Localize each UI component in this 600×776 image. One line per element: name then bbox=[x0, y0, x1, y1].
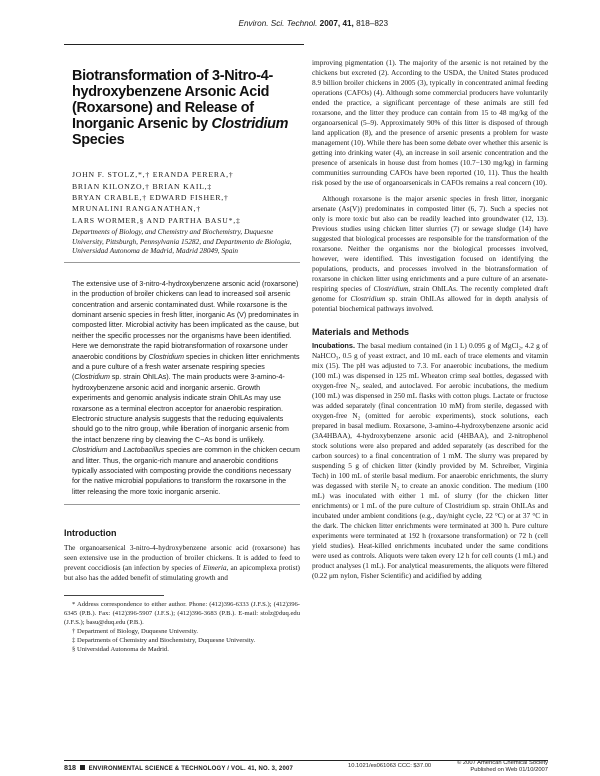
footer-right bbox=[457, 760, 548, 774]
methods-text: Incubations. The basal medium contained (in 1 L) 0.095 g of MgCl₂, 4.2 g of NaHCO₃, 0.5 g of yeast extract, and 10 mL each of trace elements and vitamin mix (15). The pH was adjusted to 7.3. For anaerobic incubations, the medium (100 mL) was dispensed in 125 mL Wheaton crimp seal bottles, degassed with oxygen-free N₂, sealed, and autoclaved. For aerobic incubations, the medium (100 mL) was dispensed in 250 mL flasks with cotton plugs. Lactate or fructose was added separately (final concentration 10 mM) from sterile, degassed with oxygen-free N₂ (omitted for aerobic experiments), stock solutions, each prepared in basal medium. Roxarsone, 3-amino-4-hydroxybenzene arsonic acid (3A4HBAA), 4-hydroxybenzene arsonic acid (4HBAA), and 2-nitrophenol stock solutions were also prepared and added separately (as described for the carbon sources) to a final concentration of 1 mM. The slurry was prepared by suspending 5 g of chicken litter (kindly provided by M. Schreiber, Virginia Tech) in 100 mL of sterile basal medium. For anaerobic enrichments, the slurry was degassed with sterile N₂ to create an anoxic condition. The medium (100 mL) was inoculated with either 1 mL of slurry (for the chicken litter enrichments) or 1 mL of the pure culture of Clostridium sp. strain OhILAs and incubated under ambient conditions (e.g., day/night cycle, 22 °C) or at 37 °C in the dark. The chicken litter enrichments were terminated at 300 h. Pure culture experiments were terminated at 192 h (roxarsone transformation) or 72 h (cell yield studies). Heat-killed enrichments incubated under the same conditions were used as controls. Aliquots were taken every 12 h for cell counts (1 mL) and product analyses (1 mL). For analytical measurements, the aliquots were filtered (0.22 μm nylon, Fisher Scientific) and acidified by adding bbox=[312, 341, 548, 580]
footnote-divider bbox=[64, 595, 164, 596]
incubations-runin: Incubations. bbox=[312, 341, 355, 350]
publication-date: Published on Web 01/10/2007 bbox=[470, 767, 548, 774]
body-text-right bbox=[312, 58, 548, 314]
affiliations: Departments of Biology, and Chemistry and Biochemistry, Duquesne University, Pittsburgh, Pennsylvania 15282, and Departmento de Biologia, Universidad Autonoma de Madrid, Madrid 28049, Spain bbox=[72, 226, 292, 256]
right-column bbox=[312, 58, 548, 581]
abstract: The extensive use of 3-nitro-4-hydroxybenzene arsonic acid (roxarsone) in the production of broiler chickens can lead to increased soil arsenic concentration and arsenic contaminated dust. While roxarsone is the dominant arsenic species in fresh litter, inorganic As (V) predominates in composted litter. Microbial activity has been implicated as the cause, but neither the specific processes nor the organisms have been identified. Here we demonstrate the rapid biotransformation of roxarsone under anaerobic conditions by Clostridium species in chicken litter enrichments and a pure culture of a fresh water arsenate respiring species (Clostridium sp. strain OhILAs). The main products were 3-amino-4-hydroxybenzene arsonic acid and inorganic arsenic. Growth experiments and genomic analysis indicate strain OhILAs may use roxarsone as a terminal electron acceptor for anaerobic respiration. Electronic structure analysis suggests that the reducing equivalents should go to the nitro group, while liberation of inorganic arsenic from the intact benzene ring by cleaving the C−As bond is unlikely. Clostridium and Lactobacillus species are common in the chicken cecum and litter. Thus, the organic-rich manure and anaerobic conditions typically associated with composting provide the conditions necessary for the native microbial populations to transform the roxarsone in the litter releasing the more toxic inorganic arsenic. bbox=[72, 279, 300, 496]
square-bullet-icon bbox=[80, 765, 85, 770]
introduction-text: The organoarsenical 3-nitro-4-hydroxybenzene arsonic acid (roxarsone) has seen extensive use in the production of broiler chickens. It is added to feed to prevent coccidiosis (an infection by species of Eimeria, an apicomplexa protist) but also has the added benefit of stimulating growth and bbox=[64, 543, 300, 583]
footnote: † Department of Biology, Duquesne University. bbox=[72, 628, 199, 636]
author-line: BRYAN CRABLE,† EDWARD FISHER,† bbox=[72, 193, 229, 203]
footnote: ‡ Departments of Chemistry and Biochemistry, Duquesne University. bbox=[72, 637, 256, 645]
methods-heading: Materials and Methods bbox=[312, 327, 410, 337]
journal-name: Environ. Sci. Technol. bbox=[238, 19, 318, 28]
footer-left bbox=[64, 763, 293, 772]
introduction-heading: Introduction bbox=[64, 528, 117, 539]
title-rule bbox=[64, 44, 304, 45]
author-line: JOHN F. STOLZ,*,† ERANDA PERERA,† bbox=[72, 170, 234, 180]
footnote: * Address correspondence to either author. Phone: (412)396-6333 (J.F.S.); (412)396-6345 (P.B.). Fax: (412)396-5907 (J.F.S.); (412)396-3683 (P.B.). E-mail: stolz@duq.edu (J.F.S.); basu@duq.edu (P.B.). bbox=[64, 601, 300, 627]
journal-pages: 818–823 bbox=[356, 19, 388, 28]
intro-divider bbox=[64, 504, 300, 505]
abstract-divider bbox=[64, 262, 300, 263]
author-line: BRIAN KILONZO,† BRIAN KAIL,‡ bbox=[72, 181, 213, 191]
author-list bbox=[72, 169, 300, 225]
footnotes bbox=[64, 600, 300, 654]
author-line: LARS WORMER,§ AND PARTHA BASU*,‡ bbox=[72, 215, 241, 225]
article-title: Biotransformation of 3-Nitro-4-hydroxybenzene Arsonic Acid (Roxarsone) and Release of Inorganic Arsenic by Clostridium Species bbox=[72, 68, 289, 149]
paragraph-continued: improving pigmentation (1). The majority of the arsenic is not retained by the chickens but excreted (2). According to the USDA, the United States produced 8.9 billion broiler chickens in 2005 (3), typically in concentrated animal feeding operations (CAFOs) (4). Although some commercial producers have voluntarily ended the practice, a significant percentage of these animals are still fed roxarsone, and the litter they produce can contain from 15 to 48 mg/kg of the organoarsenical (5–9). Approximately 90% of this litter is disposed of through land application (8), and the presence of arsenic presents a problem for waste management (10). While there has been some debate over whether this arsenic is getting into drinking water (4), an increase in soil arsenic concentration and the presence of arsenicals in house dust from homes (10.7−130 mg/kg) in farming communities surrounding CAFOs have been reported (10, 11). Thus the health risk posed by the use of organoarsenicals in CAFOs remains a real concern (10). bbox=[312, 58, 548, 187]
author-line: MRUNALINI RANGANATHAN,† bbox=[72, 204, 202, 214]
journal-volume: 41, bbox=[342, 19, 354, 28]
left-column bbox=[64, 58, 300, 654]
copyright: © 2007 American Chemical Society bbox=[457, 760, 548, 766]
footnote: § Universidad Autonoma de Madrid. bbox=[72, 646, 169, 654]
footer-doi: 10.1021/es061063 CCC: $37.00 bbox=[348, 763, 432, 769]
footer-journal: ENVIRONMENTAL SCIENCE & TECHNOLOGY / VOL. 41, NO. 3, 2007 bbox=[88, 766, 294, 772]
journal-year: 2007, bbox=[319, 19, 341, 28]
running-head bbox=[239, 19, 389, 28]
paragraph-aims: Although roxarsone is the major arsenic species in fresh litter, inorganic arsenate (As(V)) predominates in composted litter (6, 7). Such a species not only is more toxic but also can be readily leached into groundwater (12, 13). Previous studies using chicken litter slurries (7) or sewage sludge (14) have suggested that biological processes are responsible for the transformation of the roxarsone. Neither the organisms nor the biological processes involved, however, were identified. This investigation focused on identifying the populations, products, and processes involved in the biotransformation of roxarsone in chicken litter using enrichments and a pure culture of an arsenate-respiring species of Clostridium, strain OhILAs. The recently completed draft genome for Clostridium sp. strain OhILAs allowed for in depth analysis of potential biochemical pathways involved. bbox=[312, 194, 548, 313]
page-number: 818 bbox=[64, 763, 76, 772]
